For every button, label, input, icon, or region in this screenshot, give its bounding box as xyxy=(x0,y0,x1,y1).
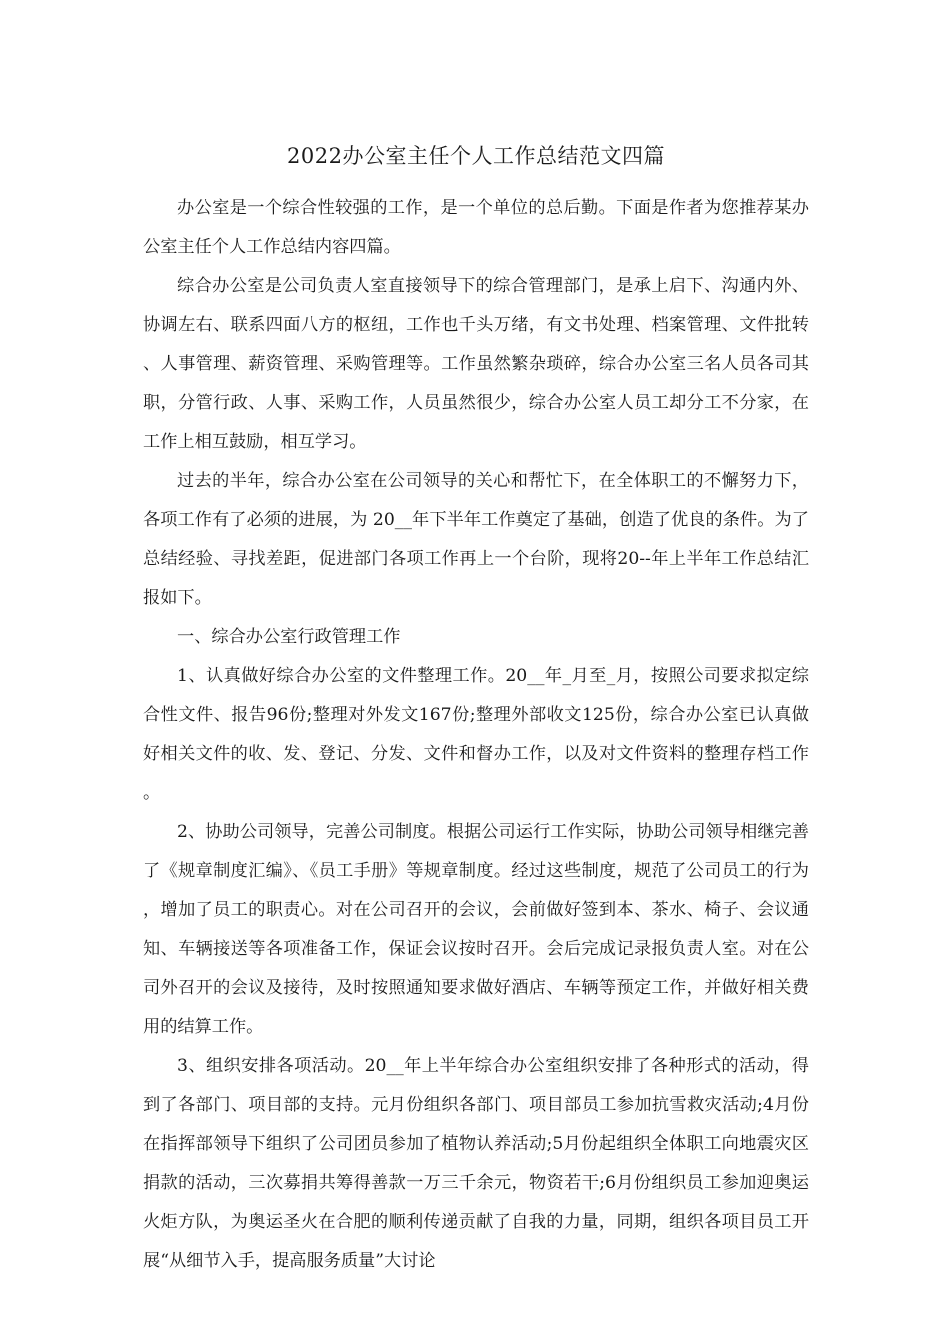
paragraph-item-1: 1、认真做好综合办公室的文件整理工作。20__年_月至_月，按照公司要求拟定综合性文件、报告96份;整理对外发文167份;整理外部收文125份，综合办公室已认真做好相关文件的收、发、登记、分发、文件和督办工作，以及对文件资料的整理存档工作。 xyxy=(143,666,809,803)
document-body xyxy=(143,189,809,1281)
document-title: 2022办公室主任个人工作总结范文四篇 xyxy=(287,144,665,168)
paragraph-item-3: 3、组织安排各项活动。20__年上半年综合办公室组织安排了各种形式的活动，得到了各部门、项目部的支持。元月份组织各部门、项目部员工参加抗雪救灾活动;4月份在指挥部领导下组织了公司团员参加了植物认养活动;5月份起组织全体职工向地震灾区捐款的活动，三次募捐共筹得善款一万三千余元，物资若干;6月份组织员工参加迎奥运火炬方队，为奥运圣火在合肥的顺利传递贡献了自我的力量，同期，组织各项目员工开展“从细节入手，提高服务质量”大讨论 xyxy=(143,1056,809,1271)
paragraph-half-year-review: 过去的半年，综合办公室在公司领导的关心和帮忙下，在全体职工的不懈努力下，各项工作有了必须的进展，为 20__年下半年工作奠定了基础，创造了优良的条件。为了总结经验、寻找差距，促进部门各项工作再上一个台阶，现将20--年上半年工作总结汇报如下。 xyxy=(143,471,809,608)
intro-paragraph: 办公室是一个综合性较强的工作，是一个单位的总后勤。下面是作者为您推荐某办公室主任个人工作总结内容四篇。 xyxy=(143,198,809,257)
paragraph-item-2: 2、协助公司领导，完善公司制度。根据公司运行工作实际，协助公司领导相继完善了《规章制度汇编》、《员工手册》等规章制度。经过这些制度，规范了公司员工的行为，增加了员工的职责心。对在公司召开的会议，会前做好签到本、茶水、椅子、会议通知、车辆接送等各项准备工作，保证会议按时召开。会后完成记录报负责人室。对在公司外召开的会议及接待，及时按照通知要求做好酒店、车辆等预定工作，并做好相关费用的结算工作。 xyxy=(143,822,809,1037)
paragraph-office-overview: 综合办公室是公司负责人室直接领导下的综合管理部门，是承上启下、沟通内外、协调左右、联系四面八方的枢纽，工作也千头万绪，有文书处理、档案管理、文件批转、人事管理、薪资管理、采购管理等。工作虽然繁杂琐碎，综合办公室三名人员各司其职，分管行政、人事、采购工作，人员虽然很少，综合办公室人员工却分工不分家，在工作上相互鼓励，相互学习。 xyxy=(143,276,809,452)
section-heading-admin: 一、综合办公室行政管理工作 xyxy=(177,627,401,647)
